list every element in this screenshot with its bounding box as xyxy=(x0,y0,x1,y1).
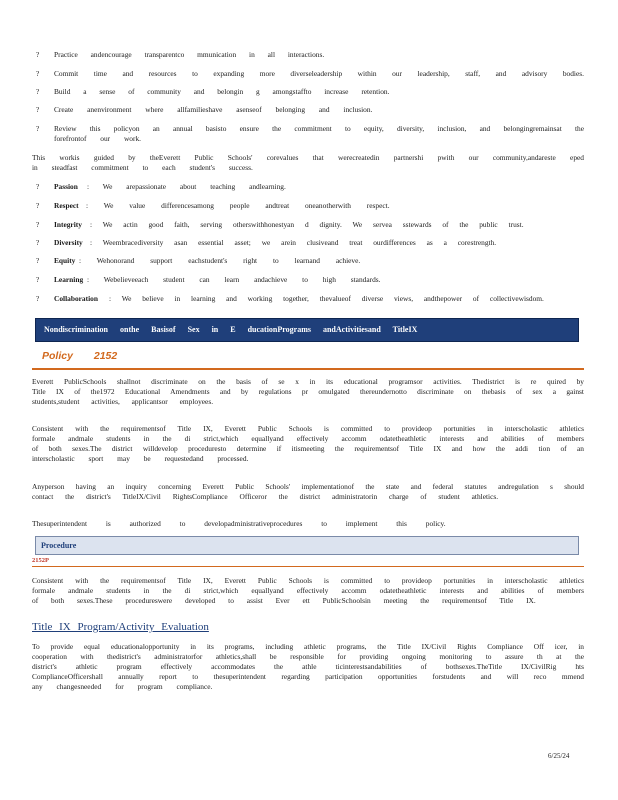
policy-paragraph: Everett PublicSchools shallnot discriminate on the basis of se x in its educational programsor activities. Thedistrict is re quired by Title IX of the1972 Educational Amendments and by regulations pr omulgated thereundernotto discriminate on thebasis of sex a gainst students,student activities, applicantsor employees. xyxy=(32,377,584,406)
procedure-header xyxy=(35,536,579,555)
evaluation-title: Title IX Program/Activity Evaluation xyxy=(32,621,209,633)
bullet-marker: ? xyxy=(36,182,40,191)
policy-paragraph: Consistent with the requirementsof Title IX, Everett Public Schools is committed to provideop portunities in interscholastic athletics formale andmale students in the di strict,which equallyand effectively accomm odatetheathletic interests and abilities of members of both sexes.The district willdevelop proceduresto determine if itismeeting the requirementsof Title IX and how the addi tion of an interscholastic sport may be requestedand processed. xyxy=(32,424,584,463)
core-value-term: Equity xyxy=(54,256,76,265)
core-value-desc: : We value differencesamong people andtreat oneanotherwith respect. xyxy=(86,201,390,210)
list-item-text: Review this policyon an annual basisto ensure the commitment to equity, diversity, inclusion, and belongingremainsat the xyxy=(54,124,584,133)
core-value-term: Learning xyxy=(54,275,84,284)
title-underline xyxy=(32,368,584,370)
section-banner-title: Nondiscrimination onthe Basisof Sex in E ducationPrograms andActivitiesand TitleIX xyxy=(44,325,418,334)
core-value-term: Respect xyxy=(54,201,79,210)
evaluation-paragraph: To provide equal educationalopportunity in its programs, including athletic programs, the Title IX/Civil Rights Compliance Off icer, in cooperation with thedistrict's administratorfor athletics,shall be responsible for providing ongoing monitoring to assure th at the district's athletic program effectively accommodates the athle ticinterestsandabilities of bothsexes.TheTitle IX/CivilRig hts ComplianceOfficershall annually report to thesuperintendent regarding participation opportunities forstudents and will reco mmend any changesneeded for program compliance. xyxy=(32,642,584,691)
bullet-marker: ? xyxy=(36,124,40,133)
list-item xyxy=(36,124,584,144)
procedure-paragraph: Consistent with the requirementsof Title IX, Everett Public Schools is committed to provideop portunities in interscholastic athletics formale andmale students in the di strict,which equallyand effectively accomm odatetheathletic interests and abilities of members of both sexes.These procedureswere developed to assist Ever ett PublicSchoolsin meeting the requirementsof Title IX. xyxy=(32,576,584,605)
core-value-desc: : Wehonorand support eachstudent's right to learnand achieve. xyxy=(79,256,361,265)
policy-title: Policy 2152 xyxy=(42,350,118,362)
core-value-term: Integrity xyxy=(54,220,82,229)
footer-date: 6/25/24 xyxy=(548,752,570,760)
bullet-marker: ? xyxy=(36,220,40,229)
core-value-desc: : We arepassionate about teaching andlearning. xyxy=(87,182,286,191)
core-value-desc: : Webelieveeach student can learn andachieve to high standards. xyxy=(87,275,381,284)
policy-paragraph: Anyperson having an inquiry concerning Everett Public Schools' implementationof the state and federal statutes andregulation s should contact the district's TitleIX/Civil RightsCompliance Officeror the district administratorin charge of student athletics. xyxy=(32,482,584,501)
bullet-marker: ? xyxy=(36,238,40,247)
bullet-marker: ? xyxy=(36,105,40,114)
core-values-intro: This workis guided by theEverett Public Schools' corevalues that werecreatedin partnershi pwith our community,andareste eped in steadfast commitment to each student's success. xyxy=(32,153,584,172)
bullet-marker: ? xyxy=(36,69,40,78)
procedure-underline xyxy=(32,566,584,567)
bullet-marker: ? xyxy=(36,275,40,284)
core-value-term: Passion xyxy=(54,182,78,191)
list-item-text: Create anenvironment where allfamilieshave asenseof belonging and inclusion. xyxy=(54,105,373,114)
core-value-term: Diversity xyxy=(54,238,83,247)
bullet-marker: ? xyxy=(36,50,40,59)
section-banner xyxy=(35,318,579,342)
list-item-text: Commit time and resources to expanding more diverseleadership within our leadership, staff, and advisory bodies. xyxy=(54,69,584,78)
list-item-text-continued: forefrontof our work. xyxy=(54,134,142,143)
procedure-label: Procedure xyxy=(41,541,77,550)
policy-paragraph: Thesuperintendent is authorized to developadministrativeprocedures to implement this policy. xyxy=(32,519,446,528)
bullet-marker: ? xyxy=(36,201,40,210)
bullet-marker: ? xyxy=(36,87,40,96)
core-value-term: Collaboration xyxy=(54,294,98,303)
bullet-marker: ? xyxy=(36,256,40,265)
list-item-text: Build a sense of community and belongin g amongstaffto increase retention. xyxy=(54,87,390,96)
core-value-desc: : We actin good faith, serving otherswithhonestyan d dignity. We servea sstewards of the public trust. xyxy=(90,220,524,229)
list-item-text: Practice andencourage transparentco mmunication in all interactions. xyxy=(54,50,325,59)
core-value-desc: : We believe in learning and working together, thevalueof diverse views, andthepower of collectivewisdom. xyxy=(109,294,544,303)
bullet-marker: ? xyxy=(36,294,40,303)
procedure-code: 2152P xyxy=(32,557,49,564)
core-value-desc: : Weembracediversity asan essential asset; we arein clusiveand treat ourdifferences as a corestrength. xyxy=(90,238,497,247)
